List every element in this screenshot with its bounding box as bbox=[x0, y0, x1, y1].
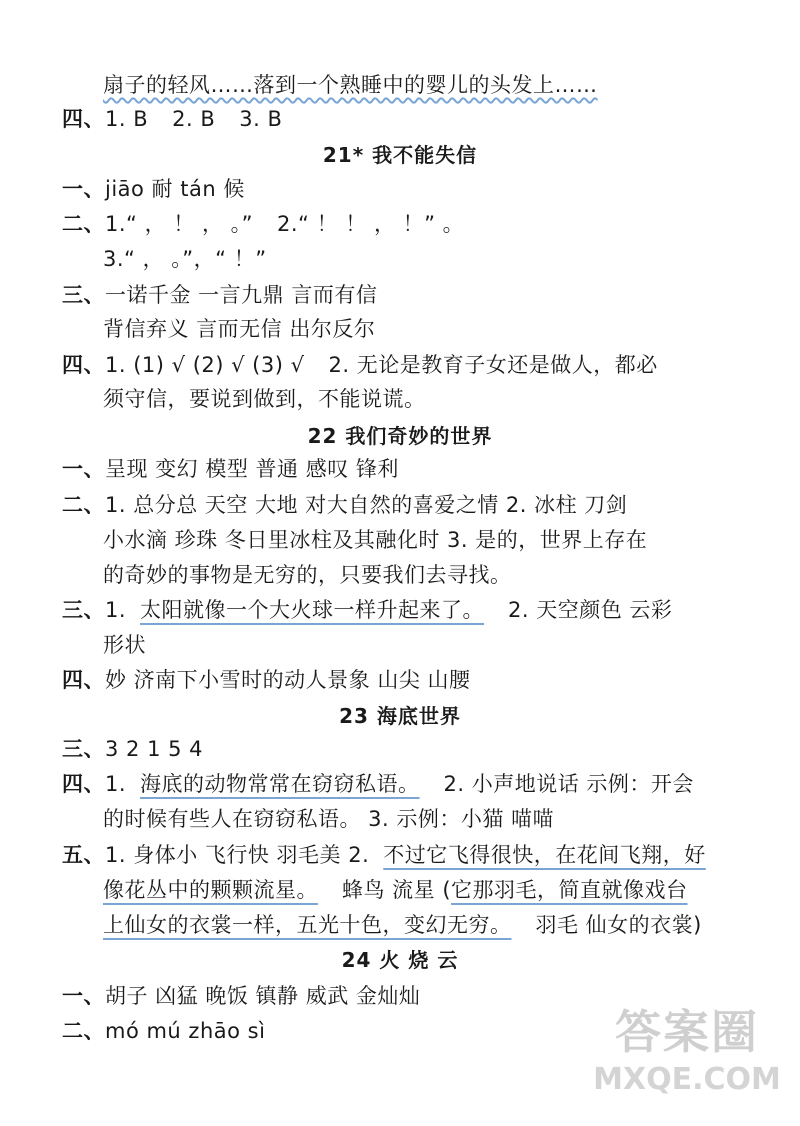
question-label: 五、 bbox=[62, 843, 105, 867]
question-label: 二、 bbox=[62, 212, 105, 236]
answer-line bbox=[103, 70, 598, 100]
answer-line bbox=[103, 560, 512, 590]
question-label: 四、 bbox=[62, 107, 105, 131]
section-title: 22 我们奇妙的世界 bbox=[307, 424, 493, 448]
answer-line bbox=[62, 1016, 265, 1046]
underlined-sentence: 海底的动物常常在窃窃私语。 bbox=[140, 772, 420, 796]
answer: 3. B bbox=[239, 107, 283, 131]
answer: 1.“ ， ！ ， 。” bbox=[105, 212, 253, 236]
underlined-sentence: 不过它飞得很快，在花间飞翔，好 bbox=[383, 843, 706, 867]
question-label: 一、 bbox=[62, 984, 105, 1008]
question-label: 四、 bbox=[62, 353, 105, 377]
answer-line bbox=[103, 314, 375, 344]
question-label: 三、 bbox=[62, 283, 105, 307]
answer-line bbox=[62, 350, 658, 380]
answer-line bbox=[62, 174, 245, 204]
answer-line bbox=[62, 769, 694, 799]
answer: 小水滴 珍珠 冬日里冰柱及其融化时 3. 是的，世界上存在 bbox=[103, 528, 648, 552]
answer: 胡子 凶猛 晚饭 镇静 威武 金灿灿 bbox=[105, 984, 421, 1008]
answer: 2. B bbox=[172, 107, 216, 131]
question-label: 四、 bbox=[62, 772, 105, 796]
answer: 1. (1) √ (2) √ (3) √ bbox=[105, 353, 305, 377]
answer: 2. 天空颜色 云彩 bbox=[508, 598, 673, 622]
answer-line bbox=[103, 244, 267, 274]
answer: 羽毛 仙女的衣裳) bbox=[535, 913, 702, 937]
answer: 3 2 1 5 4 bbox=[105, 737, 204, 761]
answer: 2. 小声地说话 示例：开会 bbox=[443, 772, 694, 796]
answer: 的奇妙的事物是无穷的，只要我们去寻找。 bbox=[103, 563, 512, 587]
answer: 呈现 变幻 模型 普通 感叹 锋利 bbox=[105, 457, 399, 481]
underlined-sentence: 它那羽毛，简直就像戏台 bbox=[451, 878, 688, 902]
underlined-quote: 扇子的轻风……落到一个熟睡中的婴儿的头发上…… bbox=[103, 73, 598, 97]
answer: 1. 总分总 天空 大地 对大自然的喜爱之情 2. 冰柱 刀剑 bbox=[105, 493, 628, 517]
answer: 一诺千金 一言九鼎 言而有信 bbox=[105, 283, 378, 307]
answer: 蜂鸟 流星 ( bbox=[342, 878, 452, 902]
answer-line bbox=[103, 384, 426, 414]
answer: 3.“ ， 。”，“ ！” bbox=[103, 247, 267, 271]
underlined-sentence: 像花丛中的颗颗流星。 bbox=[103, 878, 318, 902]
underlined-sentence: 太阳就像一个大火球一样升起来了。 bbox=[140, 598, 485, 622]
answer: 2. 无论是教育子女还是做人，都必 bbox=[328, 353, 658, 377]
answer: 妙 济南下小雪时的动人景象 山尖 山腰 bbox=[105, 668, 471, 692]
section-title: 24 火 烧 云 bbox=[341, 948, 459, 972]
answer-line bbox=[103, 804, 554, 834]
answer-line bbox=[62, 454, 399, 484]
answer-line bbox=[62, 840, 706, 870]
answer-line bbox=[103, 910, 702, 940]
question-label: 一、 bbox=[62, 177, 105, 201]
answer-line bbox=[62, 490, 627, 520]
answer: 形状 bbox=[103, 633, 146, 657]
answer-line bbox=[62, 665, 471, 695]
answer-line bbox=[62, 280, 377, 310]
question-label: 四、 bbox=[62, 668, 105, 692]
answer: 须守信，要说到做到，不能说谎。 bbox=[103, 387, 426, 411]
answer-line bbox=[62, 209, 464, 239]
answer: 的时候有些人在窃窃私语。 3. 示例：小猫 喵喵 bbox=[103, 807, 555, 831]
question-label: 一、 bbox=[62, 457, 105, 481]
answer: 1. B bbox=[105, 107, 149, 131]
answer-line bbox=[62, 104, 282, 134]
watermark-logo bbox=[592, 1004, 782, 1114]
underlined-sentence: 上仙女的衣裳一样，五光十色，变幻无穷。 bbox=[103, 913, 512, 937]
answer: 2.“ ！ ！ ， ！” 。 bbox=[277, 212, 465, 236]
question-label: 二、 bbox=[62, 493, 105, 517]
section-title: 21* 我不能失信 bbox=[322, 143, 478, 167]
answer: 1. bbox=[105, 772, 127, 796]
answer: mó mú zhāo sì bbox=[105, 1019, 266, 1043]
answer-line bbox=[103, 875, 688, 905]
answer-line bbox=[103, 525, 647, 555]
question-label: 三、 bbox=[62, 598, 105, 622]
question-label: 三、 bbox=[62, 737, 105, 761]
answer: 1. 身体小 飞行快 羽毛美 2. bbox=[105, 843, 370, 867]
section-title: 23 海底世界 bbox=[339, 704, 461, 728]
watermark-url: MXQE.COM bbox=[593, 1062, 781, 1097]
answer: jiāo 耐 tán 候 bbox=[105, 177, 245, 201]
watermark-text: 答案圈 bbox=[615, 1005, 759, 1059]
answer: 背信弃义 言而无信 出尔反尔 bbox=[103, 317, 376, 341]
answer: 1. bbox=[105, 598, 127, 622]
answer-line bbox=[62, 981, 420, 1011]
answer-line bbox=[62, 595, 672, 625]
question-label: 二、 bbox=[62, 1019, 105, 1043]
answer-line bbox=[62, 734, 203, 764]
answer-line bbox=[103, 630, 146, 660]
